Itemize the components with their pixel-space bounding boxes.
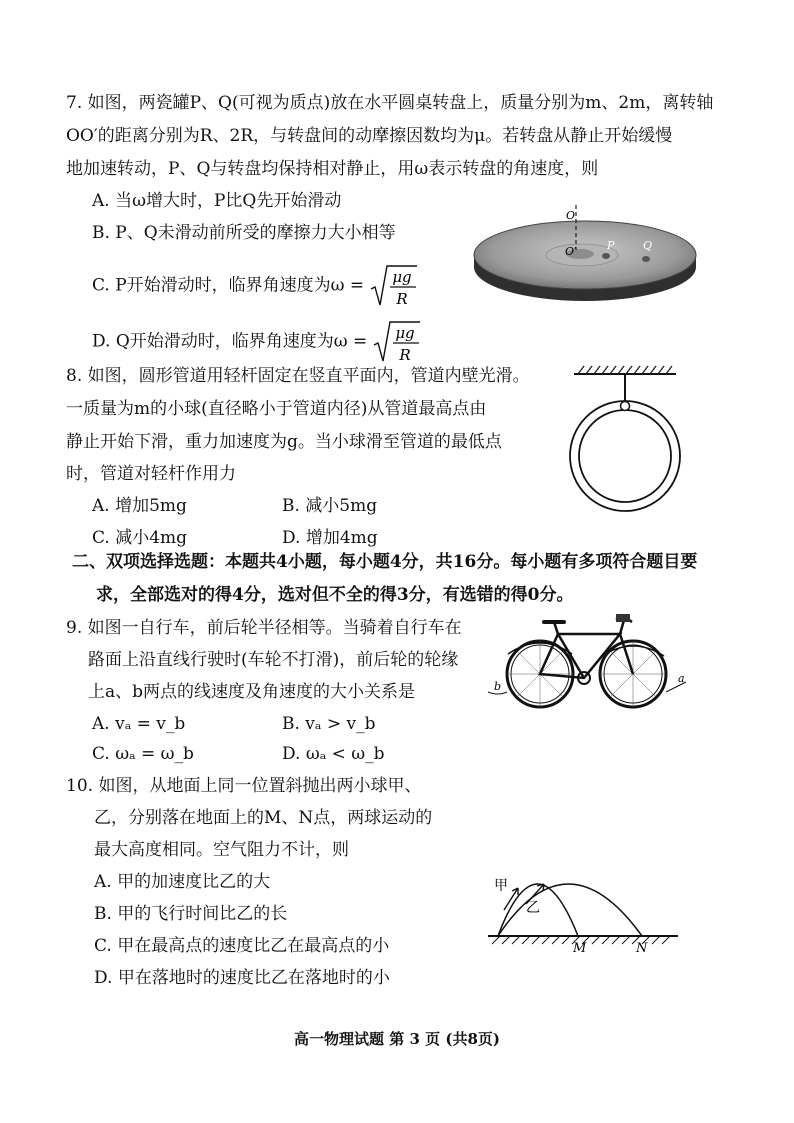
q10-stem-line1: 10. 如图，从地面上同一位置斜抛出两小球甲、: [66, 776, 422, 796]
label-m: M: [573, 941, 587, 956]
q7-option-d: [92, 319, 421, 365]
label-p: P: [607, 239, 615, 252]
q7-stem-line2: OO′的距离分别为R、2R，与转盘间的动摩擦因数均为μ。若转盘从静止开始缓慢: [66, 126, 673, 146]
sqrt-fraction-d: [373, 319, 421, 365]
label-yi: 乙: [526, 900, 540, 916]
label-n: N: [636, 941, 648, 956]
q7-option-c: [92, 263, 418, 309]
q7-option-d-text: D. Q开始滑动时，临界角速度为ω =: [92, 331, 368, 352]
q7-stem-line3: 地加速转动，P、Q与转盘均保持相对静止，用ω表示转盘的角速度，则: [66, 159, 599, 179]
q10-stem-line2: 乙，分别落在地面上的M、N点，两球运动的: [94, 808, 433, 828]
q9-stem-line1: 9. 如图一自行车，前后轮半径相等。当骑着自行车在: [66, 618, 462, 638]
q9-stem-line3: 上a、b两点的线速度及角速度的大小关系是: [88, 682, 416, 702]
q8-stem-line4: 时，管道对轻杆作用力: [66, 464, 236, 484]
q9-stem-line2: 路面上沿直线行驶时(车轮不打滑)，前后轮的轮缘: [88, 650, 459, 670]
frac-numerator: μg: [392, 268, 412, 286]
q9-option-b: B. vₐ > v_b: [282, 714, 376, 734]
sqrt-fraction-c: [370, 263, 418, 309]
q8-option-b: B. 减小5mg: [282, 496, 378, 516]
section-2-heading-line2: 求，全部选对的得4分，选对但不全的得3分，有选错的得0分。: [96, 585, 574, 605]
circular-tube-figure: [560, 362, 690, 522]
label-b: b: [494, 680, 502, 693]
q10-option-d: D. 甲在落地时的速度比乙在落地时的小: [94, 968, 390, 988]
q8-stem-line2: 一质量为m的小球(直径略小于管道内径)从管道最高点由: [66, 399, 487, 419]
q8-option-c: C. 减小4mg: [92, 528, 188, 548]
q7-option-b: B. P、Q未滑动前所受的摩擦力大小相等: [92, 223, 396, 243]
q8-stem-line3: 静止开始下滑，重力加速度为g。当小球滑至管道的最低点: [66, 432, 502, 452]
q7-option-c-text: C. P开始滑动时，临界角速度为ω =: [92, 275, 365, 296]
q7-stem-line1: 7. 如图，两瓷罐P、Q(可视为质点)放在水平圆桌转盘上，质量分别为m、2m，离转轴: [66, 93, 714, 113]
frac-denominator: R: [396, 290, 408, 308]
section-2-heading-line1: 二、双项选择选题：本题共4小题，每小题4分，共16分。每小题有多项符合题目要: [72, 552, 698, 572]
q10-stem-line3: 最大高度相同。空气阻力不计，则: [94, 840, 349, 860]
q9-option-c: C. ωₐ = ω_b: [92, 744, 194, 764]
page-footer: 高一物理试题 第 3 页 (共8页): [294, 1030, 500, 1048]
q8-stem-line1: 8. 如图，圆形管道用轻杆固定在竖直平面内，管道内壁光滑。: [66, 366, 530, 386]
projectile-figure: [482, 860, 682, 960]
q7-option-a: A. 当ω增大时，P比Q先开始滑动: [92, 191, 342, 211]
q8-option-d: D. 增加4mg: [282, 528, 378, 548]
bicycle-figure: [488, 612, 688, 712]
axis-label-o: O: [566, 209, 576, 222]
q10-option-b: B. 甲的飞行时间比乙的长: [94, 904, 288, 924]
label-q: Q: [643, 239, 653, 252]
q9-option-d: D. ωₐ < ω_b: [282, 744, 385, 764]
q10-option-c: C. 甲在最高点的速度比乙在最高点的小: [94, 936, 390, 956]
axis-label-o-prime: O′: [565, 245, 577, 258]
frac-denominator: R: [399, 346, 411, 364]
label-jia: 甲: [494, 878, 508, 894]
q9-option-a: A. vₐ = v_b: [92, 714, 186, 734]
q8-option-a: A. 增加5mg: [92, 496, 187, 516]
frac-numerator: μg: [395, 324, 415, 342]
q10-option-a: A. 甲的加速度比乙的大: [94, 872, 271, 892]
label-a: a: [678, 672, 685, 685]
turntable-figure: [470, 205, 700, 310]
